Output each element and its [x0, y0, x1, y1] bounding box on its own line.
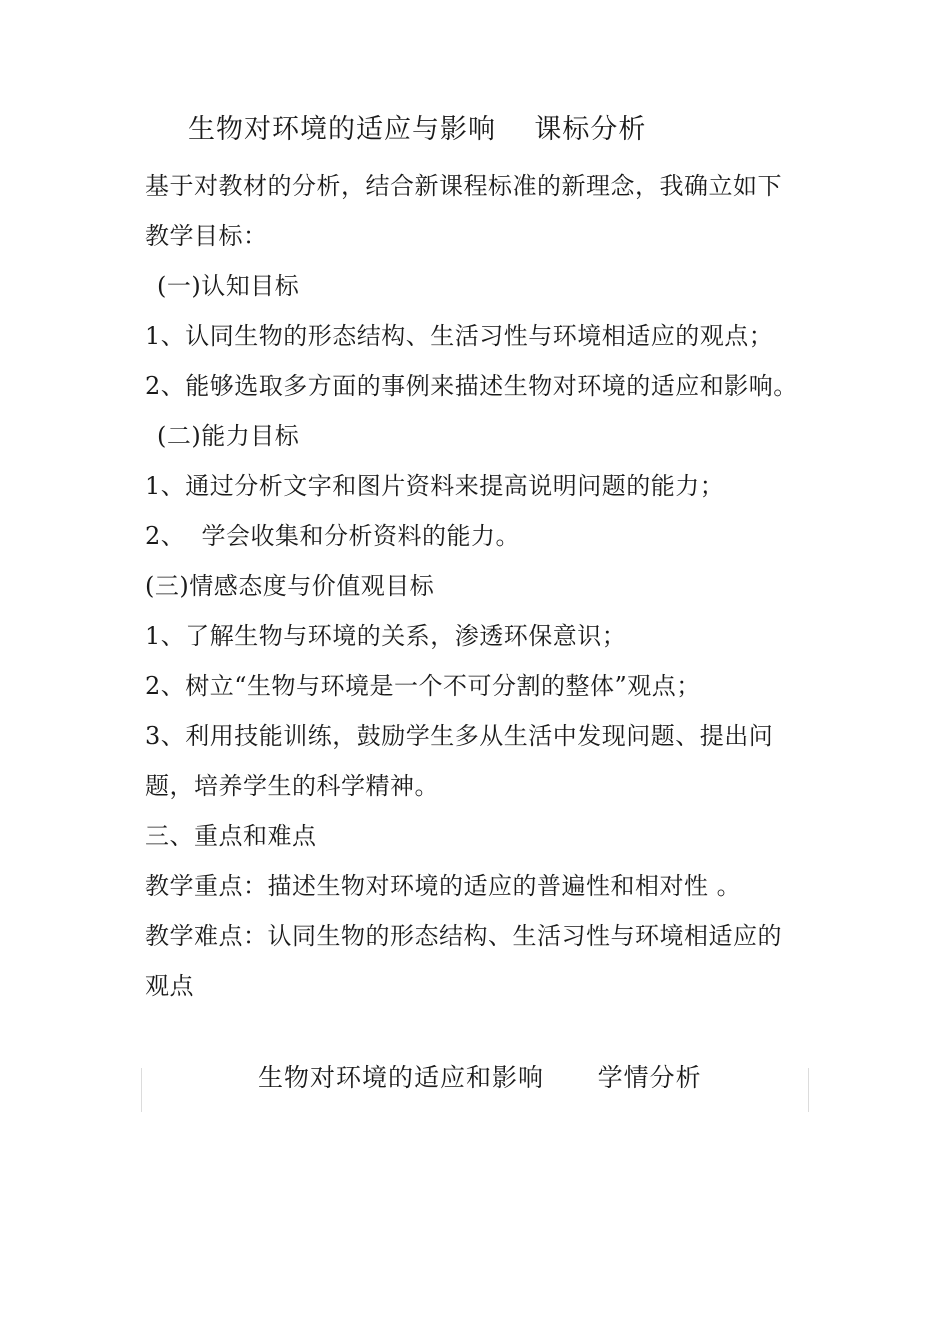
intro-line-1: 基于对教材的分析，结合新课程标准的新理念，我确立如下	[145, 172, 782, 200]
document-body	[145, 161, 810, 1011]
emotion-item-3-line-1: 3、利用技能训练，鼓励学生多从生活中发现问题、提出问	[145, 722, 774, 750]
emotion-item-3-line-2: 题，培养学生的科学精神。	[145, 772, 439, 800]
section-heading-ability: (二)能力目标	[157, 422, 300, 450]
second-section-title: 生物对环境的适应和影响 学情分析	[258, 1063, 702, 1092]
key-point-line: 教学重点：描述生物对环境的适应的普遍性和相对性 。	[145, 872, 742, 900]
emotion-item-2: 2、树立“生物与环境是一个不可分割的整体”观点；	[145, 672, 701, 700]
section-heading-key-points: 三、重点和难点	[145, 822, 317, 850]
section-heading-emotion: (三)情感态度与价值观目标	[145, 572, 435, 600]
ability-item-1: 1、通过分析文字和图片资料来提高说明问题的能力；	[145, 472, 725, 500]
table-border-right	[808, 1068, 809, 1112]
emotion-item-1: 1、了解生物与环境的关系，渗透环保意识；	[145, 622, 627, 650]
difficulty-line-2: 观点	[145, 972, 194, 1000]
cognitive-item-1: 1、认同生物的形态结构、生活习性与环境相适应的观点；	[145, 322, 774, 350]
difficulty-line-1: 教学难点：认同生物的形态结构、生活习性与环境相适应的	[145, 922, 782, 950]
document-title: 生物对环境的适应与影响 课标分析	[188, 114, 647, 145]
cognitive-item-2: 2、能够选取多方面的事例来描述生物对环境的适应和影响。	[145, 372, 798, 400]
table-border-left	[141, 1068, 142, 1112]
section-heading-cognitive: (一)认知目标	[157, 272, 300, 300]
ability-item-2: 2、 学会收集和分析资料的能力。	[145, 522, 521, 550]
intro-line-2: 教学目标：	[145, 222, 268, 250]
